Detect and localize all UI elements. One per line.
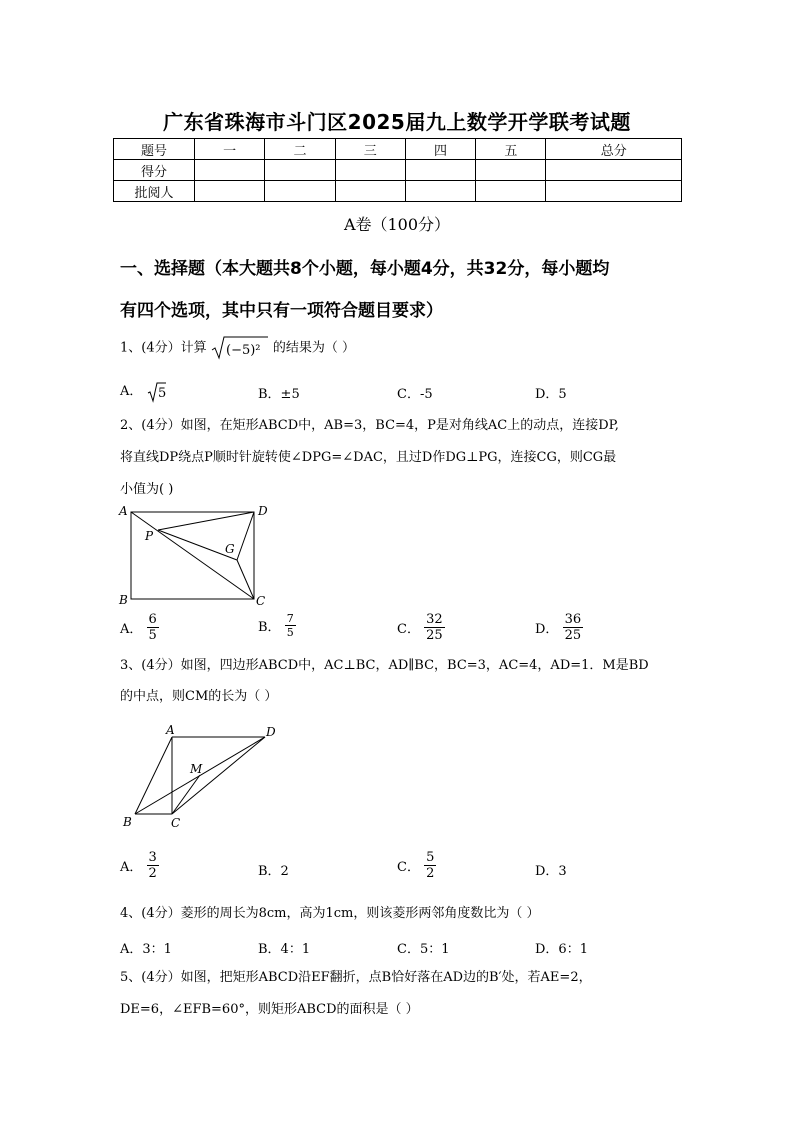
question-1 xyxy=(120,334,680,363)
svg-text:5: 5 xyxy=(157,385,166,401)
q3-option-a: A． $\frac{3}{2}$ xyxy=(120,850,157,881)
q5-line1: 5、(4分）如图，把矩形ABCD沿EF翻折，点B恰好落在AD边的B′处，若AE=2， xyxy=(120,970,592,985)
sqrt-radicand: (−5)² xyxy=(225,342,261,358)
q3-line2: 的中点，则CM的长为（ ） xyxy=(120,689,278,704)
score-row-label: 批阅人 xyxy=(114,181,195,202)
q2-line1: 2、(4分）如图，在矩形ABCD中，AB=3，BC=4，P是对角线AC上的动点，连接DP, xyxy=(120,418,619,433)
q2-label-a: A xyxy=(119,504,128,518)
q2-line3: 小值为( ) xyxy=(120,482,174,497)
score-header-cell: 题号 xyxy=(114,139,195,160)
score-table-row xyxy=(114,160,682,181)
q2-line2: 将直线DP绕点P顺时针旋转使∠DPG=∠DAC，且过D作DG⊥PG，连接CG，则CG最 xyxy=(120,450,617,465)
q1-option-d: D．5 xyxy=(535,387,567,402)
q2-label-g: G xyxy=(225,542,235,556)
q3-option-d: D．3 xyxy=(535,864,567,879)
q2-option-b: B． $\frac{7}{5}$ xyxy=(258,612,294,639)
q1-option-a: A． 5 xyxy=(120,384,166,401)
q2-rectangle-figure xyxy=(112,500,282,610)
q2-label-d: D xyxy=(258,504,268,518)
sqrt-expression xyxy=(211,334,269,362)
q4-option-d: D．6：1 xyxy=(535,942,588,957)
score-table-header-row xyxy=(114,139,682,160)
q1-option-b: B．±5 xyxy=(258,387,300,402)
section-heading-line1: 一、选择题（本大题共8个小题，每小题4分，共32分，每小题均 xyxy=(120,259,610,279)
q3-label-m: M xyxy=(190,762,203,776)
score-header-cell: 总分 xyxy=(546,139,682,160)
q2-label-c: C xyxy=(256,594,266,608)
q2-option-d: D． $\frac{36}{25}$ xyxy=(535,612,582,643)
q3-label-c: C xyxy=(171,816,181,830)
score-header-cell: 四 xyxy=(405,139,475,160)
q2-label-b: B xyxy=(119,593,128,607)
q3-option-b: B．2 xyxy=(258,864,289,879)
page-title: 广东省珠海市斗门区2025届九上数学开学联考试题 xyxy=(163,110,631,134)
section-a-heading: A卷（100分） xyxy=(343,215,451,234)
q3-line1: 3、(4分）如图，四边形ABCD中，AC⊥BC，AD∥BC，BC=3，AC=4，AD=1．M是BD xyxy=(120,658,649,673)
q3-label-d: D xyxy=(266,725,276,739)
score-header-cell: 一 xyxy=(195,139,265,160)
q3-quadrilateral-figure xyxy=(115,720,285,832)
q5-line2: DE=6，∠EFB=60°，则矩形ABCD的面积是（ ） xyxy=(120,1002,419,1017)
score-table-row xyxy=(114,181,682,202)
q3-option-c: C． $\frac{5}{2}$ xyxy=(397,850,435,881)
score-table xyxy=(113,138,682,202)
q2-label-p: P xyxy=(145,529,154,543)
score-row-label: 得分 xyxy=(114,160,195,181)
q2-option-a: A． $\frac{6}{5}$ xyxy=(120,612,157,643)
section-heading-line2: 有四个选项，其中只有一项符合题目要求） xyxy=(120,301,443,321)
q3-label-a: A xyxy=(166,723,175,737)
score-header-cell: 二 xyxy=(265,139,335,160)
q4-option-a: A．3：1 xyxy=(120,942,172,957)
q1-option-c: C．-5 xyxy=(397,387,433,402)
q1-prefix: 1、(4分）计算 xyxy=(120,340,207,356)
q2-option-c: C． $\frac{32}{25}$ xyxy=(397,612,443,643)
q4-option-c: C．5：1 xyxy=(397,942,450,957)
score-header-cell: 五 xyxy=(476,139,546,160)
q4-line1: 4、(4分）菱形的周长为8cm，高为1cm，则该菱形两邻角度数比为（ ） xyxy=(120,906,540,921)
q4-option-b: B．4：1 xyxy=(258,942,311,957)
q1-suffix: 的结果为（ ） xyxy=(272,340,356,356)
score-header-cell: 三 xyxy=(335,139,405,160)
q3-label-b: B xyxy=(123,815,132,829)
